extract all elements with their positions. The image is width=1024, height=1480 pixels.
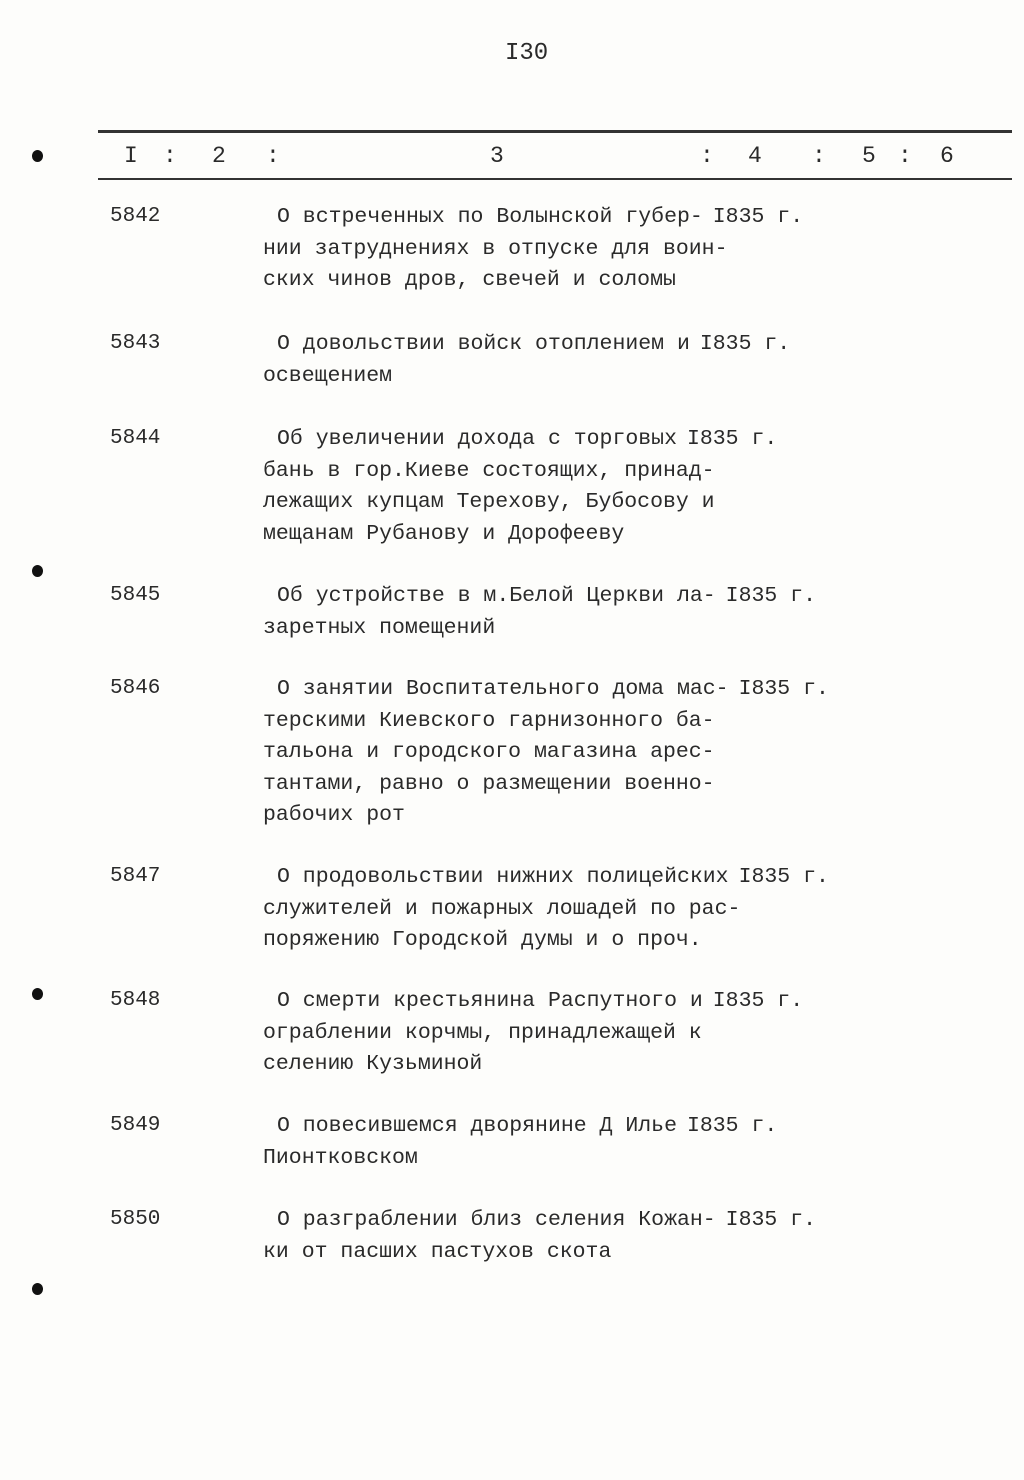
entry-title-line: заретных помещений <box>263 615 496 640</box>
entry-number: 5843 <box>110 332 161 355</box>
entry-title-line: О разграблении близ селения Кожан- <box>277 1208 716 1232</box>
entry-title-line: О продовольствии нижних полицейских <box>277 865 729 889</box>
entry-title-line: поряжению Городской думы и о проч. <box>263 928 702 952</box>
entry-title-line: лежащих купцам Терехову, Бубосову и <box>263 490 715 514</box>
punch-hole <box>32 150 43 162</box>
entry-first-row <box>277 584 816 608</box>
entry-year: I835 г. <box>725 584 816 608</box>
entry-title-line: О смерти крестьянина Распутного и <box>277 989 703 1013</box>
entry-title-line: О довольствии войск отоплением и <box>277 332 690 356</box>
entry-title-line: рабочих рот <box>263 803 405 827</box>
entry-title-line: терскими Киевского гарнизонного ба- <box>263 708 715 733</box>
entry-year: I835 г. <box>712 205 804 229</box>
entry-year: I835 г. <box>738 865 829 889</box>
entry-title-line: бань в гор.Киеве состоящих, принад- <box>263 458 715 483</box>
entry-number: 5846 <box>110 677 161 700</box>
entry-year: I835 г. <box>738 677 829 701</box>
entry-number: 5845 <box>110 584 161 607</box>
col-separator: : <box>700 143 714 169</box>
entry-title-line: селению Кузьминой <box>263 1052 483 1076</box>
punch-hole <box>32 1283 43 1295</box>
entry-number: 5847 <box>110 865 161 888</box>
entry-first-row <box>277 865 829 889</box>
entry-first-row <box>277 205 803 229</box>
entry-title-line: О повесившемся дворянине Д Илье <box>277 1114 677 1138</box>
entry-first-row <box>277 1208 816 1232</box>
entry-title-line: О встреченных по Волынской губер- <box>277 205 703 229</box>
entry-title-line: ки от пасших пастухов скота <box>263 1239 612 1264</box>
col-6-header: 6 <box>940 143 954 169</box>
entry-title-line: нии затруднениях в отпуске для воин- <box>263 236 728 261</box>
entry-number: 5842 <box>110 205 161 228</box>
col-2-header: 2 <box>212 143 226 169</box>
col-4-header: 4 <box>748 143 762 169</box>
entry-number: 5850 <box>110 1208 161 1231</box>
header-bottom-rule <box>98 178 1012 180</box>
entry-title-line: ских чинов дров, свечей и соломы <box>263 268 676 292</box>
col-separator: : <box>898 143 912 169</box>
entry-title-line: мещанам Рубанову и Дорофееву <box>263 521 625 546</box>
entry-first-row <box>277 989 803 1013</box>
entry-first-row <box>277 332 790 356</box>
punch-hole <box>32 988 43 1000</box>
entry-title-line: Об устройстве в м.Белой Церкви ла- <box>277 584 716 608</box>
header-top-rule <box>98 130 1012 133</box>
entry-number: 5848 <box>110 989 161 1012</box>
entry-year: I835 г. <box>725 1208 816 1232</box>
entry-first-row <box>277 677 829 701</box>
entry-title-line: Об увеличении дохода с торговых <box>277 427 677 451</box>
col-separator: : <box>163 143 177 169</box>
entry-title-line: тантами, равно о размещении военно- <box>263 771 715 796</box>
entry-title-line: ограблении корчмы, принадлежащей к <box>263 1020 702 1045</box>
entry-title-line: Пионтковском <box>263 1145 418 1170</box>
col-separator: : <box>266 143 280 169</box>
entry-title-line: служителей и пожарных лошадей по рас- <box>263 896 741 921</box>
entry-year: I835 г. <box>686 427 778 451</box>
entry-number: 5849 <box>110 1114 161 1137</box>
entry-number: 5844 <box>110 427 161 450</box>
page-number: I30 <box>505 40 549 67</box>
entry-title-line: тальона и городского магазина арес- <box>263 740 715 764</box>
entry-year: I835 г. <box>712 989 804 1013</box>
entry-first-row <box>277 1114 777 1138</box>
punch-hole <box>32 565 43 577</box>
entry-first-row <box>277 427 777 451</box>
entry-title-line: освещением <box>263 363 393 388</box>
col-separator: : <box>812 143 826 169</box>
col-3-header: 3 <box>490 143 504 169</box>
entry-year: I835 г. <box>699 332 791 356</box>
entry-year: I835 г. <box>686 1114 778 1138</box>
col-1-header: I <box>124 143 138 169</box>
col-5-header: 5 <box>862 143 876 169</box>
entry-title-line: О занятии Воспитательного дома мас- <box>277 677 729 701</box>
